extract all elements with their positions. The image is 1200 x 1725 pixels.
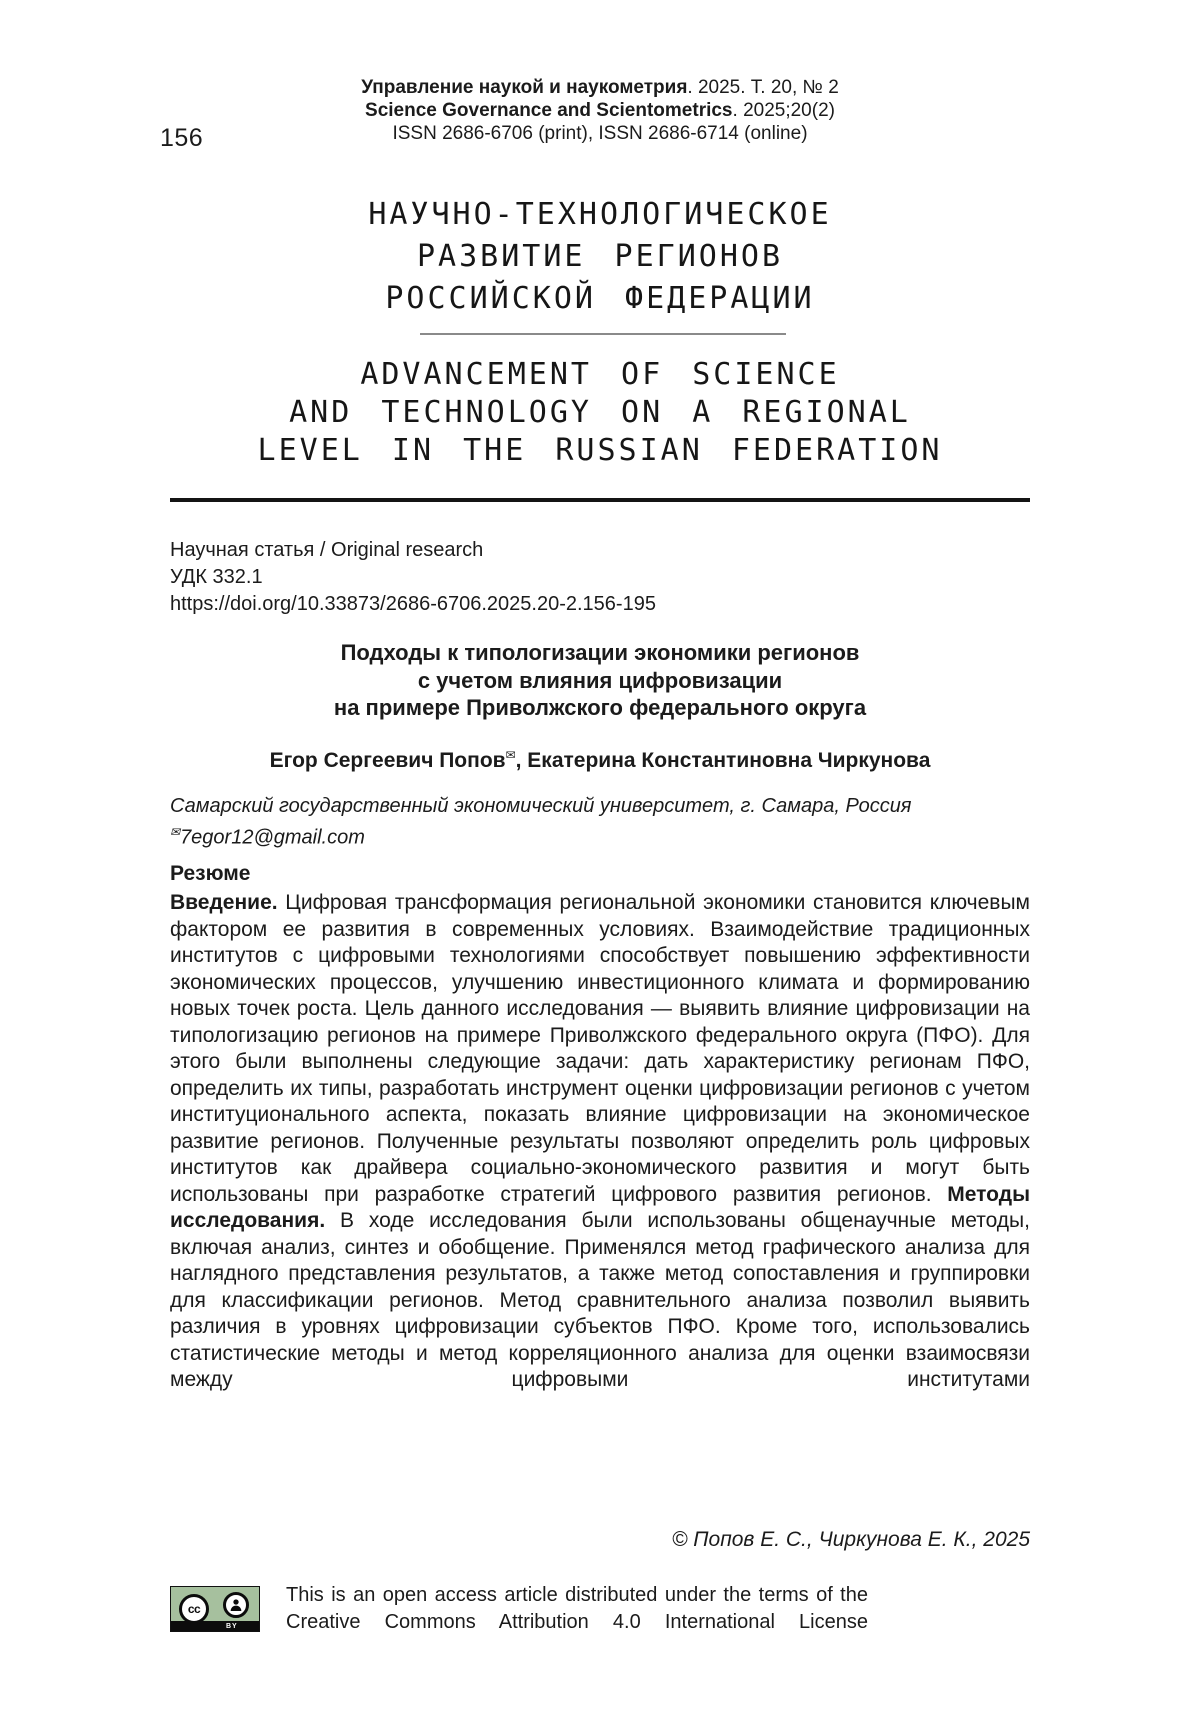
affiliation: Самарский государственный экономический университет, г. Самара, Россия: [170, 795, 912, 817]
abstract-intro-text: Цифровая трансформация региональной экономики становится ключевым фактором ее развития в современных условиях. Взаимодействие традиционных институтов с цифровыми технологиями способствует повышению эффективности экономических процессов, улучшению инвестиционного климата и формированию новых точек роста. Цель данного исследования — выявить влияние цифровизации на типологизацию регионов на примере Приволжского федерального округа (ПФО). Для этого были выполнены следующие задачи: дать характеристику регионам ПФО, определить их типы, разработать инструмент оценки цифровизации регионов с учетом институционального аспекта, показать влияние цифровизации на экономическое развитие регионов. Полученные результаты позволяют определить роль цифровых институтов как драйвера социально-экономического развития и могут быть использованы при разработке стратегий цифрового развития регионов.: [170, 891, 1030, 1206]
cc-icon: cc: [179, 1594, 209, 1624]
abstract-heading: Резюме: [170, 862, 251, 885]
doi-link[interactable]: https://doi.org/10.33873/2686-6706.2025.20-2.156-195: [170, 593, 656, 615]
section-title-ru-line1: НАУЧНО-ТЕХНОЛОГИЧЕСКОЕ: [368, 197, 832, 232]
journal-volume-en: . 2025;20(2): [732, 100, 835, 121]
journal-title-ru: [170, 76, 1030, 99]
section-title-ru-line2: РАЗВИТИЕ РЕГИОНОВ: [416, 239, 784, 274]
section-title-en-line1: ADVANCEMENT OF SCIENCE: [360, 357, 840, 392]
authors-separator: ,: [515, 749, 528, 772]
cc-by-badge: [170, 1586, 260, 1632]
author-2: Екатерина Константиновна Чиркунова: [527, 749, 931, 772]
article-title-line3: на примере Приволжского федерального округа: [333, 695, 867, 720]
article-type: Научная статья / Original research: [170, 539, 484, 561]
article-meta: [170, 537, 1030, 618]
abstract-text: [170, 890, 1030, 1394]
section-title-en: [120, 356, 1080, 470]
journal-title-en-bold: Science Governance and Scientometrics: [365, 100, 733, 121]
email-link[interactable]: 7egor12@gmail.com: [180, 826, 365, 849]
journal-title-ru-bold: Управление наукой и наукометрия: [361, 77, 688, 98]
article-title-line2: с учетом влияния цифровизации: [417, 667, 783, 693]
license-line-2: of the Creative Commons Attribution 4.0 International License: [286, 1584, 868, 1633]
abstract-methods-text: В ходе исследования были использованы общенаучные методы, включая анализ, синтез и обобщение. Применялся метод графического анализа для наглядного представления результатов, а также метод сопоставления и группировки для классификации регионов. Метод сравнительного анализа позволил выявить различия в уровнях цифровизации субъектов ПФО. Кроме того, использовались статистические методы и метод корреляционного анализа для оценки взаимосвязи между цифровыми институтами: [170, 1209, 1030, 1391]
title-rule: [170, 498, 1030, 502]
section-title-en-line3: LEVEL IN THE RUSSIAN FEDERATION: [257, 433, 943, 468]
copyright-line: © Попов Е. С., Чиркунова Е. К., 2025: [671, 1528, 1030, 1551]
abstract-intro-label: Введение.: [170, 891, 278, 914]
affiliation-block: [170, 793, 1030, 851]
section-title-en-line2: AND TECHNOLOGY ON A REGIONAL: [289, 395, 911, 430]
license-text: [286, 1582, 868, 1636]
corresponding-envelope-icon: ✉: [505, 748, 516, 762]
abstract-methods-label: Методы исследования.: [170, 1182, 1030, 1232]
person-icon: [223, 1592, 249, 1618]
author-1: Егор Сергеевич Попов: [269, 749, 506, 772]
article-title-line1: Подходы к типологизации экономики регионов: [340, 640, 860, 665]
email-envelope-icon: ✉: [170, 825, 181, 839]
section-title-ru-line3: РОССИЙСКОЙ ФЕДЕРАЦИИ: [385, 281, 815, 316]
section-title-ru: [120, 194, 1080, 320]
journal-header: [170, 76, 1030, 145]
license-row: [170, 1582, 1030, 1636]
by-label: BY: [226, 1623, 238, 1630]
issn-line: ISSN 2686-6706 (print), ISSN 2686-6714 (online): [392, 123, 808, 144]
journal-title-en: [170, 99, 1030, 122]
section-divider: [420, 333, 786, 335]
license-line-1: This is an open access article distributed under the terms: [286, 1584, 809, 1606]
udc-number: УДК 332.1: [170, 566, 263, 588]
authors-line: [120, 748, 1080, 773]
article-title: [170, 639, 1030, 722]
cc-badge-bar: [171, 1621, 259, 1631]
page-number: 156: [160, 124, 204, 152]
doi-line: [170, 591, 1030, 618]
email-line: [170, 819, 1030, 851]
journal-volume-ru: . 2025. Т. 20, № 2: [687, 77, 839, 98]
